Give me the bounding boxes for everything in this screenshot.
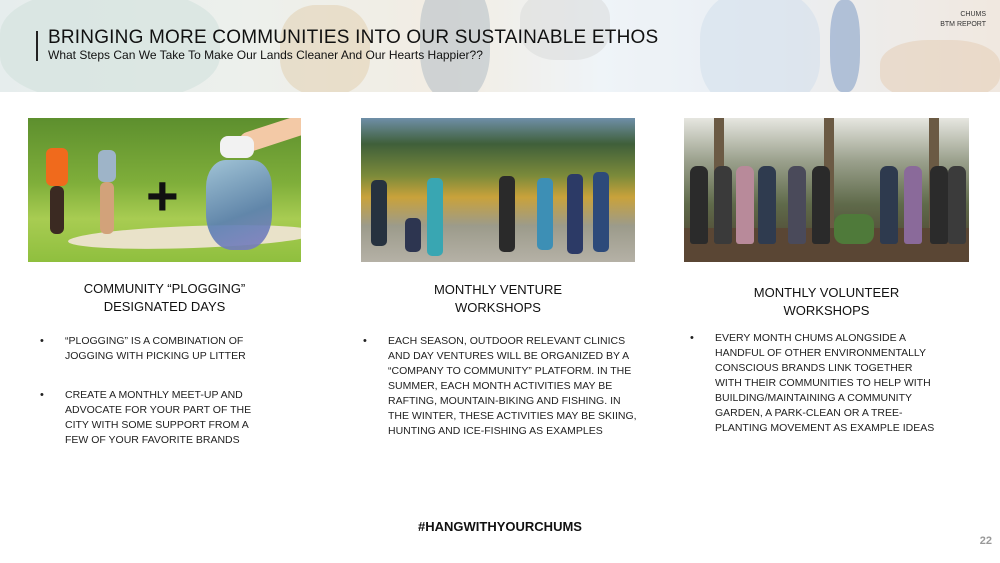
volunteer-figure (948, 166, 966, 244)
brand-report-label: BTM REPORT (940, 21, 986, 28)
runner-figure (46, 148, 68, 186)
plogging-photo (28, 118, 301, 262)
brand-mark (940, 10, 986, 30)
brand-name: CHUMS (960, 11, 986, 18)
runner-figure (100, 182, 114, 234)
plogging-bullet-list (40, 334, 255, 448)
runner-figure (50, 186, 64, 234)
runner-figure (98, 150, 116, 182)
hashtag: #HANGWITHYOURCHUMS (418, 519, 582, 534)
bullet-item: • CREATE A MONTHLY MEET-UP AND ADVOCATE FOR YOUR PART OF THE CITY WITH SOME SUPPORT FROM A FEW OF YOUR FAVORITE BRANDS (40, 388, 255, 448)
volunteer-heading (684, 284, 969, 320)
plus-icon: + (146, 164, 179, 227)
hiker-figure (593, 172, 609, 252)
plants-shape (834, 214, 874, 244)
volunteer-figure (714, 166, 732, 244)
page-number: 22 (979, 535, 992, 547)
bullet-item: • EACH SEASON, OUTDOOR RELEVANT CLINICS AND DAY VENTURES WILL BE ORGANIZED BY A “COMPANY TO COMMUNITY” PLATFORM. IN THE SUMMER, EACH MONTH ACTIVITIES MAY BE RAFTING, MOUNTAIN-BIKING AND FISHING. IN THE WINTER, THESE ACTIVITIES MAY BE SKIING, HUNTING AND ICE-FISHING AS EXAMPLES (363, 334, 639, 439)
volunteer-figure (758, 166, 776, 244)
heading-line: WORKSHOPS (783, 303, 870, 318)
heading-line: COMMUNITY “PLOGGING” (83, 281, 246, 296)
volunteer-bullet-list (690, 331, 940, 436)
volunteer-figure (880, 166, 898, 244)
hiker-figure (567, 174, 583, 254)
header-banner (0, 0, 1000, 92)
hiker-figure (427, 178, 443, 256)
heading-line: WORKSHOPS (455, 300, 541, 315)
volunteer-figure (930, 166, 948, 244)
volunteer-figure (788, 166, 806, 244)
bullet-item: • “PLOGGING” IS A COMBINATION OF JOGGING WITH PICKING UP LITTER (40, 334, 255, 364)
venture-bullet-list (363, 334, 639, 439)
volunteer-figure (812, 166, 830, 244)
heading-line: MONTHLY VOLUNTEER (753, 285, 900, 300)
heading-line: MONTHLY VENTURE (433, 282, 563, 297)
hiker-figure (499, 176, 515, 252)
volunteer-figure (690, 166, 708, 244)
glove-shape (220, 136, 254, 158)
hiker-figure (371, 180, 387, 246)
heading-line: DESIGNATED DAYS (103, 299, 226, 314)
volunteer-workshop-photo (684, 118, 969, 262)
hiker-figure (405, 218, 421, 252)
volunteer-figure (904, 166, 922, 244)
volunteer-figure (736, 166, 754, 244)
plogging-heading (28, 280, 301, 316)
hiker-figure (537, 178, 553, 250)
bullet-item: • EVERY MONTH CHUMS ALONGSIDE A HANDFUL OF OTHER ENVIRONMENTALLY CONSCIOUS BRANDS LINK TOGETHER WITH THEIR COMMUNITIES TO HELP WITH BUILDING/MAINTAINING A COMMUNITY GARDEN, A PARK-CLEAN OR A TREE-PLANTING MOVEMENT AS EXAMPLE IDEAS (690, 331, 940, 436)
page-title: BRINGING MORE COMMUNITIES INTO OUR SUSTAINABLE ETHOS (48, 27, 659, 48)
venture-heading (361, 281, 635, 317)
venture-workshop-photo (361, 118, 635, 262)
page-subtitle: What Steps Can We Take To Make Our Lands Cleaner And Our Hearts Happier?? (48, 48, 483, 62)
title-accent-bar (36, 31, 38, 61)
litter-bag-shape (206, 160, 272, 250)
